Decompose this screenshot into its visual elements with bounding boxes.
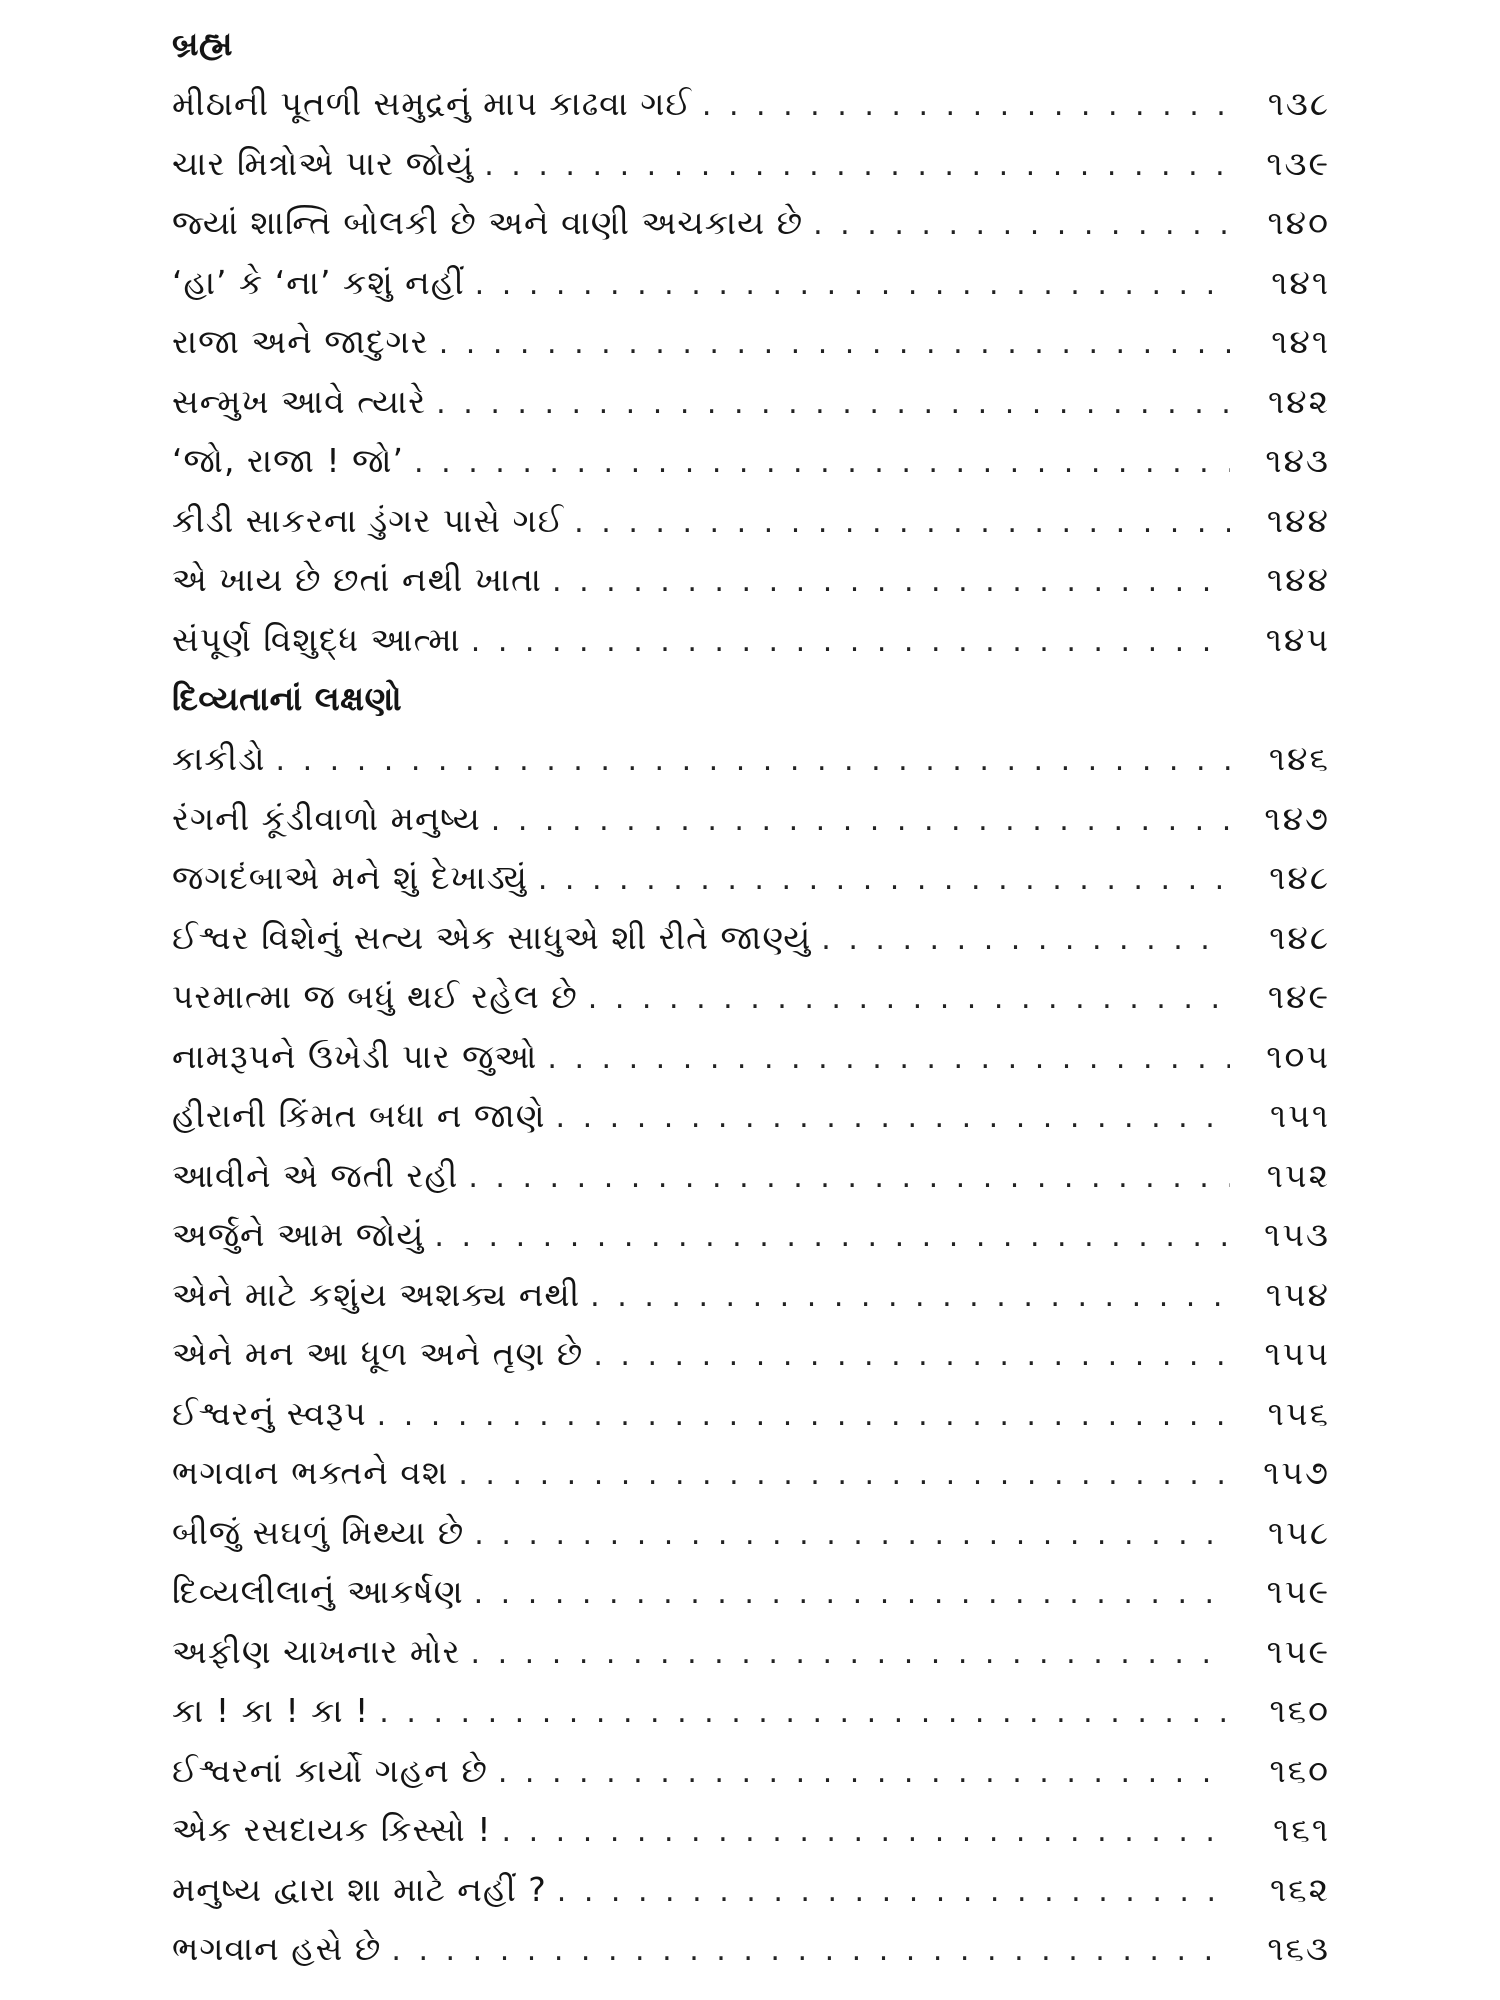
toc-entry-page-number: ૧૪૫ bbox=[1265, 619, 1330, 659]
toc-entry bbox=[172, 134, 1330, 194]
toc-entry bbox=[172, 1324, 1330, 1384]
dot-leader bbox=[538, 850, 1230, 910]
dot-leader bbox=[414, 433, 1230, 493]
toc-entry-title: ભગવાન હસે છે bbox=[172, 1929, 382, 1968]
dot-leader bbox=[276, 731, 1231, 791]
toc-entry-page-number: ૧૬૦ bbox=[1269, 1750, 1330, 1790]
toc-entry-title: મીઠાની પૂતળી સમુદ્રનું માપ કાઢવા ગઈ bbox=[172, 84, 692, 123]
toc-entry bbox=[172, 1384, 1330, 1444]
toc-entry-page-number: ૧૫૧ bbox=[1269, 1096, 1330, 1135]
toc-entry-page-number: ૧૪૩ bbox=[1265, 441, 1330, 480]
toc-entry bbox=[172, 1503, 1330, 1563]
toc-entry-page-number: ૧૫૫ bbox=[1264, 1334, 1330, 1373]
toc-entry-page-number: ૧૫૩ bbox=[1264, 1215, 1330, 1254]
dot-leader bbox=[588, 969, 1230, 1029]
toc-entry-title: નામરૂપને ઉખેડી પાર જુઓ bbox=[172, 1036, 538, 1076]
toc-entry-page-number: ૧૪૧ bbox=[1271, 262, 1330, 302]
toc-entry-page-number: ૧૪૧ bbox=[1271, 322, 1330, 361]
toc-entry-title: દિવ્યલીલાનું આકર્ષણ bbox=[172, 1572, 464, 1611]
toc-entry bbox=[172, 1860, 1330, 1920]
toc-entry-page-number: ૧૬૩ bbox=[1267, 1929, 1330, 1968]
toc-entry-title: રંગની કૂંડીવાળો મનુષ્ય bbox=[172, 798, 481, 838]
dot-leader bbox=[502, 1802, 1230, 1862]
toc-entry-title: સન્મુખ આવે ત્યારે bbox=[172, 381, 427, 421]
toc-entry-page-number: ૧૫૨ bbox=[1266, 1155, 1330, 1195]
toc-entry-page-number: ૧૪૬ bbox=[1268, 739, 1330, 778]
toc-entry-page-number: ૧૪૦ bbox=[1267, 203, 1330, 242]
toc-entry bbox=[172, 1800, 1330, 1860]
toc-entry bbox=[172, 1027, 1330, 1087]
toc-entry-page-number: ૧૬૦ bbox=[1269, 1691, 1330, 1730]
toc-entry-page-number: ૧૩૮ bbox=[1267, 84, 1330, 123]
toc-entry bbox=[172, 1622, 1330, 1682]
dot-leader bbox=[474, 1564, 1230, 1624]
toc-entry bbox=[172, 610, 1330, 670]
toc-entry-page-number: ૧૪૨ bbox=[1267, 381, 1330, 421]
toc-entry-title: પરમાત્મા જ બધું થઈ રહેલ છે bbox=[172, 977, 578, 1016]
toc-entry bbox=[172, 1741, 1330, 1801]
toc-entry-title: જગદંબાએ મને શું દેખાડ્યું bbox=[172, 858, 528, 897]
toc-entry-page-number: ૧૪૪ bbox=[1266, 500, 1330, 540]
toc-entry-title: કાકીડો bbox=[172, 739, 266, 778]
toc-entry bbox=[172, 967, 1330, 1027]
dot-leader bbox=[434, 1207, 1230, 1267]
toc-entry-title: એ ખાય છે છતાં નથી ખાતા bbox=[172, 560, 542, 599]
toc-entry bbox=[172, 1265, 1330, 1325]
dot-leader bbox=[702, 76, 1230, 136]
toc-entry-title: અફીણ ચાખનાર મોર bbox=[172, 1631, 461, 1671]
toc-entry-page-number: ૧૫૪ bbox=[1265, 1274, 1330, 1314]
toc-entry bbox=[172, 789, 1330, 849]
toc-entry-page-number: ૧૪૮ bbox=[1269, 858, 1330, 897]
toc-entry-title: ચાર મિત્રોએ પાર જોયું bbox=[172, 143, 475, 183]
toc-entry-page-number: ૧૪૮ bbox=[1269, 917, 1330, 957]
dot-leader bbox=[557, 1862, 1230, 1922]
toc-entry-title: ઈશ્વરનું સ્વરૂપ bbox=[172, 1393, 367, 1433]
toc-entry bbox=[172, 491, 1330, 551]
toc-entry-page-number: ૧૬૧ bbox=[1273, 1810, 1330, 1849]
dot-leader bbox=[471, 612, 1230, 672]
toc-entry bbox=[172, 1146, 1330, 1206]
toc-entry-page-number: ૧૬૨ bbox=[1269, 1869, 1330, 1909]
dot-leader bbox=[458, 1445, 1230, 1505]
toc-entry-title: ‘હા’ કે ‘ના’ કશું નહીં bbox=[172, 262, 465, 302]
dot-leader bbox=[468, 1148, 1230, 1208]
toc-entry bbox=[172, 1443, 1330, 1503]
toc-entry-title: કીડી સાકરના ડુંગર પાસે ગઈ bbox=[172, 500, 565, 540]
dot-leader bbox=[821, 910, 1230, 970]
toc-entry bbox=[172, 372, 1330, 432]
toc-entry-title: સંપૂર્ણ વિશુદ્ધ આત્મા bbox=[172, 619, 461, 659]
toc-entry-title: ઈશ્વર વિશેનું સત્ય એક સાધુએ શી રીતે જાણ્યું bbox=[172, 917, 812, 957]
toc-entry bbox=[172, 908, 1330, 968]
section-heading: દિવ્યતાનાં લક્ષણો bbox=[172, 679, 403, 718]
toc-entry-title: ‘જો, રાજા ! જો’ bbox=[172, 441, 405, 480]
toc-entry-page-number: ૧૫૯ bbox=[1266, 1631, 1330, 1671]
dot-leader bbox=[552, 552, 1230, 612]
toc-entry-page-number: ૧૫૬ bbox=[1267, 1393, 1330, 1433]
toc-entry-title: ઈશ્વરનાં કાર્યો ગહન છે bbox=[172, 1750, 488, 1790]
toc-entry bbox=[172, 193, 1330, 253]
toc-entry bbox=[172, 550, 1330, 610]
toc-entry-page-number: ૧૦૫ bbox=[1266, 1036, 1330, 1076]
toc-entry-page-number: ૧૪૪ bbox=[1266, 560, 1330, 599]
dot-leader bbox=[475, 255, 1230, 315]
toc-entry-title: બીજું સઘળું મિથ્યા છે bbox=[172, 1512, 465, 1552]
toc-entry bbox=[172, 1086, 1330, 1146]
dot-leader bbox=[813, 195, 1230, 255]
toc-entry-title: એને મન આ ધૂળ અને તૃણ છે bbox=[172, 1334, 584, 1373]
toc-entry-title: એને માટે કશુંય અશક્ય નથી bbox=[172, 1274, 581, 1314]
toc-entry-title: રાજા અને જાદુગર bbox=[172, 322, 429, 361]
dot-leader bbox=[474, 1505, 1230, 1565]
toc-entry bbox=[172, 1562, 1330, 1622]
toc-entry bbox=[172, 253, 1330, 313]
toc-entry-title: જ્યાં શાન્તિ બોલકી છે અને વાણી અચકાય છે bbox=[172, 203, 804, 242]
toc-entry bbox=[172, 1681, 1330, 1741]
toc-entry-title: એક રસદાયક કિસ્સો ! bbox=[172, 1810, 492, 1849]
table-of-contents bbox=[172, 14, 1330, 1979]
toc-entry-page-number: ૧૫૮ bbox=[1267, 1512, 1330, 1552]
toc-entry bbox=[172, 74, 1330, 134]
toc-entry bbox=[172, 431, 1330, 491]
dot-leader bbox=[498, 1743, 1230, 1803]
dot-leader bbox=[491, 791, 1230, 851]
toc-entry bbox=[172, 1919, 1330, 1979]
toc-entry-title: કા ! કા ! કા ! bbox=[172, 1691, 370, 1730]
toc-entry-page-number: ૧૪૭ bbox=[1264, 798, 1330, 838]
toc-entry-page-number: ૧૫૯ bbox=[1266, 1572, 1330, 1611]
dot-leader bbox=[377, 1386, 1230, 1446]
toc-entry-title: મનુષ્ય દ્વારા શા માટે નહીં ? bbox=[172, 1869, 547, 1909]
dot-leader bbox=[391, 1921, 1230, 1981]
toc-entry-page-number: ૧૫૭ bbox=[1263, 1453, 1330, 1492]
dot-leader bbox=[593, 1326, 1230, 1386]
dot-leader bbox=[556, 1088, 1231, 1148]
toc-entry bbox=[172, 1205, 1330, 1265]
toc-entry bbox=[172, 312, 1330, 372]
toc-entry bbox=[172, 848, 1330, 908]
dot-leader bbox=[471, 1624, 1230, 1684]
dot-leader bbox=[590, 1267, 1230, 1327]
toc-entry bbox=[172, 729, 1330, 789]
toc-entry-title: હીરાની કિંમત બધા ન જાણે bbox=[172, 1096, 546, 1135]
dot-leader bbox=[484, 136, 1230, 196]
dot-leader bbox=[436, 374, 1230, 434]
dot-leader bbox=[439, 314, 1230, 374]
toc-entry-title: ભગવાન ભક્તને વશ bbox=[172, 1453, 449, 1492]
dot-leader bbox=[547, 1029, 1230, 1089]
dot-leader bbox=[379, 1683, 1230, 1743]
toc-entry-title: અર્જુને આમ જોયું bbox=[172, 1215, 425, 1254]
toc-entry-page-number: ૧૩૯ bbox=[1266, 143, 1330, 183]
section-heading: બ્રહ્મ bbox=[172, 24, 233, 63]
toc-entry-title: આવીને એ જતી રહી bbox=[172, 1155, 459, 1195]
toc-entry-page-number: ૧૪૯ bbox=[1267, 977, 1330, 1016]
dot-leader bbox=[574, 493, 1230, 553]
